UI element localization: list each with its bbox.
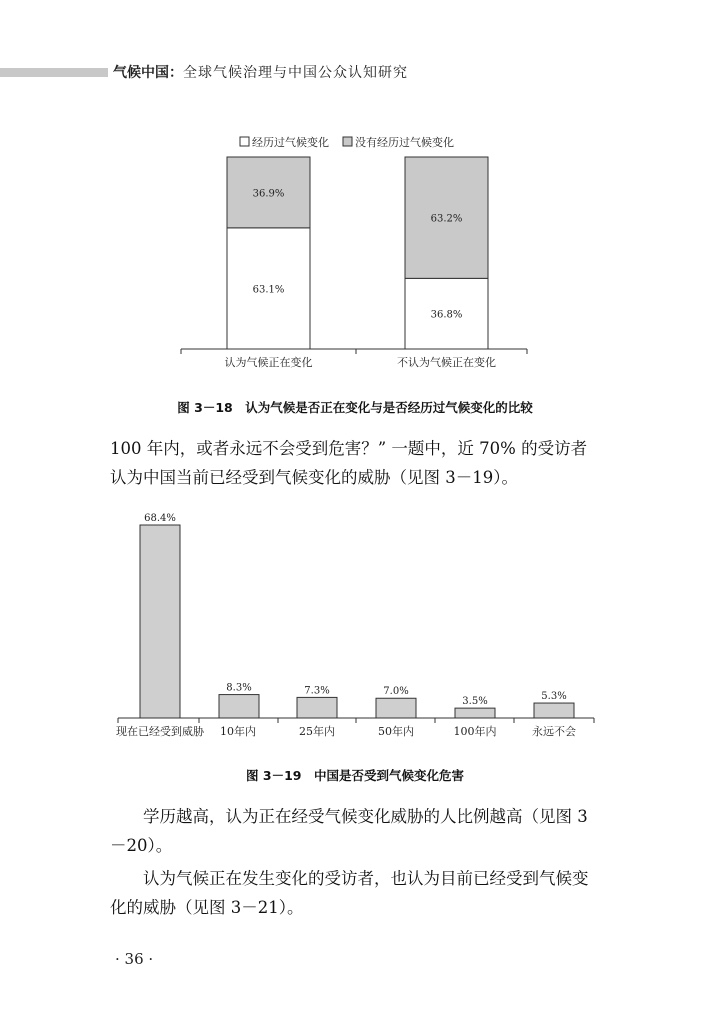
category-label: 现在已经受到威胁	[116, 725, 204, 738]
bar	[219, 695, 259, 718]
bar	[455, 708, 495, 718]
data-label: 36.8%	[430, 309, 463, 321]
header-title-rest: 全球气候治理与中国公众认知研究	[183, 65, 408, 81]
paragraph-1: 100 年内，或者永远不会受到危害？” 一题中，近 70% 的受访者认为中国当前已经受到气候变化的威胁（见图 3－19）。	[110, 439, 588, 487]
legend-label-2: 没有经历过气候变化	[355, 136, 454, 149]
data-label: 7.0%	[383, 686, 409, 698]
header-title-bold: 气候中国：	[113, 65, 183, 81]
category-label: 认为气候正在变化	[224, 356, 313, 369]
category-label: 25年内	[299, 725, 335, 738]
data-label: 63.1%	[252, 284, 285, 296]
paragraph-3: 认为气候正在发生变化的受访者，也认为目前已经受到气候变化的威胁（见图 3－21）。	[110, 869, 589, 917]
data-label: 7.3%	[304, 685, 330, 697]
category-label: 永远不会	[532, 725, 576, 738]
category-label: 10年内	[220, 725, 256, 738]
data-label: 3.5%	[462, 696, 488, 708]
bar	[140, 525, 180, 718]
data-label: 8.3%	[226, 682, 252, 694]
category-label: 50年内	[378, 725, 414, 738]
data-label: 36.9%	[252, 188, 285, 200]
legend-label-1: 经历过气候变化	[252, 136, 329, 149]
data-label: 63.2%	[430, 213, 463, 225]
data-label: 68.4%	[144, 513, 176, 524]
paragraph-2: 学历越高，认为正在经受气候变化威胁的人比例越高（见图 3－20）。	[110, 807, 588, 855]
category-label: 100年内	[453, 725, 497, 738]
data-label: 5.3%	[541, 691, 567, 703]
bar	[297, 697, 337, 718]
page-number: · 36 ·	[115, 950, 154, 968]
figure-3-18-caption: 图 3－18 认为气候是否正在变化与是否经历过气候变化的比较	[177, 400, 533, 415]
figure-3-19-caption: 图 3－19 中国是否受到气候变化危害	[246, 768, 464, 783]
category-label: 不认为气候正在变化	[397, 356, 496, 369]
bar	[376, 698, 416, 718]
bar	[534, 703, 574, 718]
